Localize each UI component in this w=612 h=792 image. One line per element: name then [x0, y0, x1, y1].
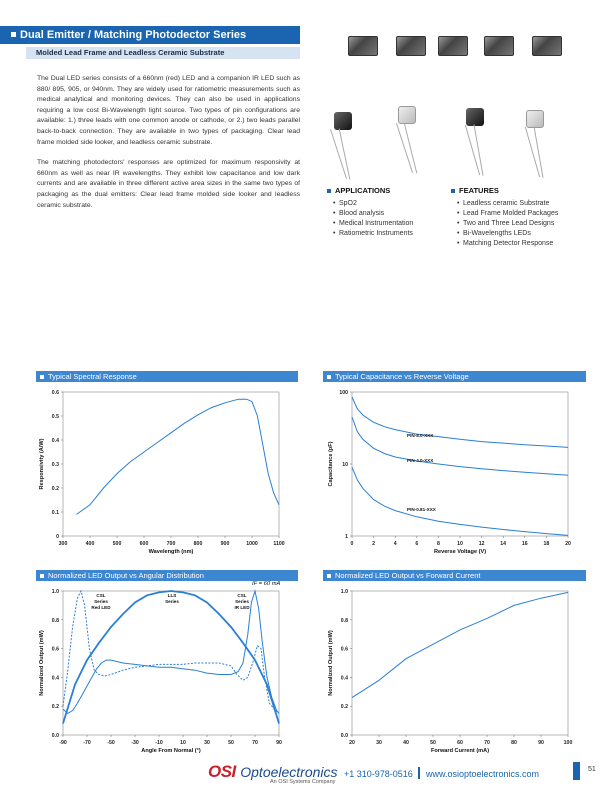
series-line	[77, 399, 280, 514]
x-tick-label: -30	[131, 740, 139, 746]
y-axis-label: Capacitance (pF)	[328, 441, 334, 487]
leadframe-package-image	[334, 112, 352, 130]
y-tick-label: 0.5	[51, 414, 59, 420]
title-bullet-icon	[11, 32, 16, 37]
chart-title-text: Typical Spectral Response	[48, 372, 137, 381]
series-line	[63, 591, 279, 724]
series-line	[352, 417, 568, 475]
plot-frame	[352, 591, 568, 735]
list-item: • Matching Detector Response	[451, 239, 558, 249]
x-tick-label: 1000	[246, 541, 258, 547]
x-tick-label: -10	[155, 740, 163, 746]
x-tick-label: 18	[543, 541, 550, 547]
product-photo-ceramic	[326, 26, 586, 80]
list-item: • Medical Instrumentation	[327, 219, 413, 229]
y-axis-label: Normalized Output (mW)	[39, 630, 45, 696]
chart-title-text: Normalized LED Output vs Forward Current	[335, 571, 481, 580]
x-tick-label: 30	[376, 740, 382, 746]
x-tick-label: 6	[415, 541, 419, 547]
series-annotation: PIN-0.81-XXX	[407, 507, 436, 512]
product-photo-leadframe	[326, 100, 586, 178]
applications-items	[327, 199, 413, 239]
leadframe-package-image	[398, 106, 416, 124]
x-tick-label: 16	[521, 541, 528, 547]
ceramic-package-image	[532, 36, 562, 56]
x-tick-label: 20	[349, 740, 355, 746]
x-tick-label: 500	[112, 541, 122, 547]
x-tick-label: 70	[252, 740, 258, 746]
x-tick-label: -50	[107, 740, 115, 746]
x-tick-label: 80	[511, 740, 517, 746]
y-tick-label: 10	[342, 462, 348, 468]
lead-wire	[473, 124, 483, 175]
y-tick-label: 0.6	[51, 646, 59, 653]
chart-title-spectral	[36, 371, 298, 382]
x-tick-label: 10	[457, 541, 463, 547]
y-axis-label: Responsivity (A/W)	[39, 438, 45, 490]
series-annotation: Red LED	[91, 605, 111, 610]
list-item: • Ratiometric Instruments	[327, 229, 413, 239]
x-tick-label: 100	[563, 740, 573, 746]
logo-tagline: An OSI Systems Company	[270, 779, 336, 785]
chart-title-angular	[36, 570, 298, 581]
bullet-icon	[327, 375, 331, 379]
page-number: 51	[588, 766, 596, 773]
x-tick-label: 90	[276, 740, 282, 746]
chart-title-forward	[323, 570, 586, 581]
x-tick-label: 12	[478, 541, 485, 547]
x-axis-label: Reverse Voltage (V)	[433, 549, 487, 555]
x-tick-label: 20	[565, 541, 571, 547]
list-item: • SpO2	[327, 199, 413, 209]
page-subtitle: Molded Lead Frame and Leadless Ceramic Substrate	[26, 47, 300, 59]
leadframe-package-image	[466, 108, 484, 126]
y-tick-label: 1.0	[51, 589, 59, 595]
bullet-icon	[40, 375, 44, 379]
y-tick-label: 0.6	[51, 390, 59, 396]
series-annotation: CSL	[96, 593, 106, 598]
y-tick-label: 0.8	[340, 617, 348, 624]
ceramic-package-image	[438, 36, 468, 56]
list-item: • Blood analysis	[327, 209, 413, 219]
y-tick-label: 0.3	[51, 462, 59, 468]
x-tick-label: 600	[139, 541, 149, 547]
x-tick-label: 40	[403, 740, 409, 746]
y-tick-label: 100	[339, 390, 348, 396]
x-tick-label: -70	[83, 740, 91, 746]
series-annotation: PIN-8.0-XXX	[407, 433, 434, 438]
x-tick-label: 4	[393, 541, 397, 547]
x-tick-label: 0	[350, 541, 354, 547]
chart-title-text: Typical Capacitance vs Reverse Voltage	[335, 372, 469, 381]
website-link[interactable]: www.osioptoelectronics.com	[426, 769, 540, 779]
x-tick-label: 400	[85, 541, 95, 547]
x-tick-label: 8	[436, 541, 440, 547]
y-tick-label: 0.0	[51, 733, 59, 739]
series-annotation: CSL	[237, 593, 247, 598]
x-tick-label: 300	[58, 541, 68, 547]
y-tick-label: 0.0	[340, 733, 348, 739]
leadframe-package-image	[526, 110, 544, 128]
applications-list	[327, 186, 413, 239]
series-annotation: LLS	[167, 593, 177, 598]
x-tick-label: 2	[372, 541, 376, 547]
series-annotation: Series	[94, 599, 108, 604]
series-line	[352, 397, 568, 447]
series-line	[352, 592, 568, 697]
plot-frame	[63, 591, 279, 735]
series-annotation: IR LED	[234, 605, 250, 610]
condition-label: IF = 60 mA	[252, 581, 281, 587]
ceramic-package-image	[484, 36, 514, 56]
intro-text	[37, 74, 300, 221]
chart-title-capacitance	[323, 371, 586, 382]
y-tick-label: 0.8	[51, 617, 59, 624]
y-tick-label: 0	[56, 534, 59, 540]
x-axis-label: Angle From Normal (°)	[141, 748, 201, 754]
logo-osi: OSI	[208, 762, 236, 781]
y-axis-label: Normalized Output (mW)	[328, 630, 334, 696]
features-heading-text: FEATURES	[459, 186, 499, 195]
y-tick-label: 0.4	[340, 675, 348, 682]
features-list	[451, 186, 558, 249]
y-tick-label: 1	[345, 534, 348, 540]
x-tick-label: -90	[59, 740, 67, 746]
bullet-icon	[40, 574, 44, 578]
x-axis-label: Wavelength (nm)	[148, 549, 194, 555]
bullet-icon	[327, 574, 331, 578]
y-tick-label: 0.2	[340, 704, 348, 711]
x-tick-label: 14	[500, 541, 507, 547]
intro-paragraph-2: The matching photodectors' responses are optimized for maximum responsivity at 660nm as well as near IR wavelengths. They exhibit low capacitance and low dark currents and are available in three different active area sizes in the same two types of packaging as the dual emitters: Clear lead frame molded side looker and leadless ceramic substrate.	[37, 159, 300, 209]
x-tick-label: 90	[538, 740, 544, 746]
series-line	[63, 591, 279, 713]
company-logo	[208, 762, 338, 785]
series-line	[63, 591, 279, 713]
ceramic-package-image	[348, 36, 378, 56]
y-tick-label: 0.6	[340, 646, 348, 653]
phone-number[interactable]: +1 310-978-0516	[344, 769, 413, 779]
y-tick-label: 0.2	[51, 704, 59, 711]
bullet-icon	[451, 189, 455, 193]
y-tick-label: 0.4	[51, 675, 59, 682]
logo-optoelectronics: Optoelectronics	[240, 764, 338, 780]
footer-divider	[418, 767, 420, 779]
chart-title-text: Normalized LED Output vs Angular Distribution	[48, 571, 204, 580]
features-items	[451, 199, 558, 249]
series-annotation: PIN-4.0-XXX	[407, 458, 434, 463]
list-item: • Bi-Wavelengths LEDs	[451, 229, 558, 239]
x-tick-label: 10	[180, 740, 186, 746]
lead-wire	[533, 126, 543, 177]
x-tick-label: 50	[228, 740, 234, 746]
series-line	[352, 467, 568, 535]
x-tick-label: 30	[204, 740, 210, 746]
list-item: • Two and Three Lead Designs	[451, 219, 558, 229]
page-tab-marker	[573, 762, 580, 780]
applications-heading-text: APPLICATIONS	[335, 186, 391, 195]
x-tick-label: 900	[220, 541, 230, 547]
x-tick-label: 50	[430, 740, 436, 746]
y-tick-label: 0.1	[51, 510, 59, 516]
y-tick-label: 0.2	[51, 486, 59, 492]
intro-paragraph-1: The Dual LED series consists of a 660nm (red) LED and a companion IR LED such as 880/ 895, 905, or 940nm. They are widely used for ratiometric measurements such as medical analytical and monitoring devices. They can also be used in applications requiring a low cost Bi-Wavelength light source. Two types of pin configurations are available: 1.) three leads with one common anode or cathode, or 2.) two leads parallel back-to-back connection. They are available in two types of packaging. Clear lead frame molded side looker, and leadless ceramic substrate.	[37, 75, 300, 146]
y-tick-label: 1.0	[340, 589, 348, 595]
plot-frame	[63, 392, 279, 536]
page-title-text: Dual Emitter / Matching Photodector Series	[20, 29, 247, 41]
page-title	[0, 26, 300, 44]
x-tick-label: 700	[166, 541, 176, 547]
x-tick-label: 800	[193, 541, 203, 547]
x-tick-label: 1100	[273, 541, 285, 547]
ceramic-package-image	[396, 36, 426, 56]
x-axis-label: Forward Current (mA)	[430, 748, 490, 754]
features-heading	[451, 186, 558, 196]
series-annotation: Series	[235, 599, 249, 604]
list-item: • Lead Frame Molded Packages	[451, 209, 558, 219]
series-annotation: Series	[165, 599, 179, 604]
x-tick-label: 60	[457, 740, 463, 746]
bullet-icon	[327, 189, 331, 193]
applications-heading	[327, 186, 413, 196]
y-tick-label: 0.4	[51, 438, 59, 444]
plot-frame	[352, 392, 568, 536]
list-item: • Leadless ceramic Substrate	[451, 199, 558, 209]
x-tick-label: 70	[484, 740, 490, 746]
